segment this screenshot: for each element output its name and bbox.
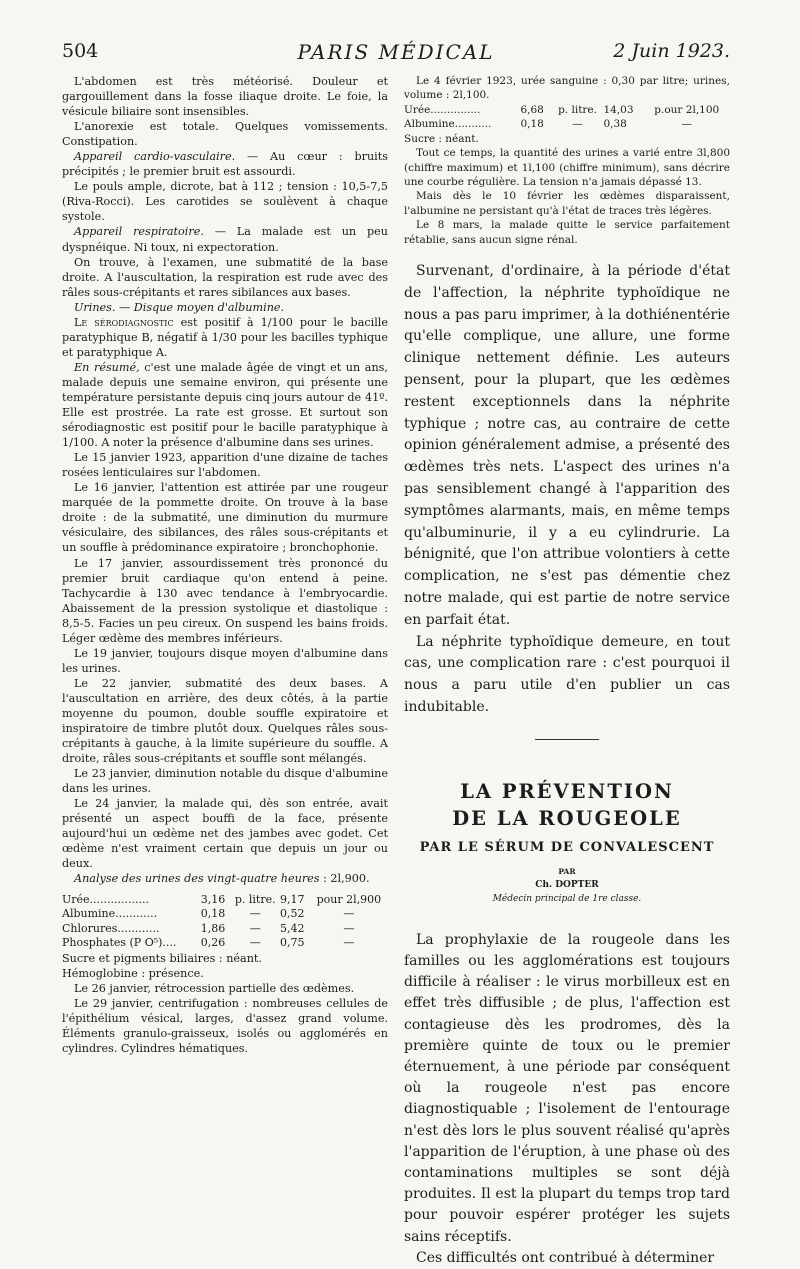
right-column — [404, 74, 730, 1269]
article-body — [404, 930, 730, 1269]
article-subtitle: PAR LE SÉRUM DE CONVALESCENT — [419, 839, 715, 855]
byline-par: PAR — [558, 866, 576, 876]
paragraph: En résumé, c'est une malade âgée de vingt et un ans, malade depuis une semaine environ, qui présente une température persistante depuis cinq jours autour de 41º. Elle est prostrée. La rate est grosse. Et surtout son sérodiagnostic est positif pour le bacille paratyphique à 1/100. A noter la présence d'albumine dans ses urines. — [62, 360, 388, 450]
paragraph: La néphrite typhoïdique demeure, en tout cas, une complication rare : c'est pourquoi il nous a paru utile d'en publier un cas indubitable. — [404, 633, 730, 715]
table-row: Urée................. 3,16 p. litre. 9,17 pour 2l,900 — [62, 892, 382, 906]
paragraph: Appareil respiratoire. — La malade est un peu dyspnéique. Ni toux, ni expectoration. — [62, 225, 388, 254]
table-row: Urée............... 6,68 p. litre. 14,03 p.our 2l,100 — [404, 103, 720, 116]
discussion — [404, 261, 730, 719]
table-row: Albumine........... 0,18 — 0,38 — — [404, 118, 692, 131]
paragraph: Survenant, d'ordinaire, à la période d'état de l'affection, la néphrite typhoïdique ne nous a pas paru imprimer, à la dothiénentérie qu'elle complique, une allure, une forme clinique nettement définie. Les auteurs pensent, pour la plupart, que les œdèmes restent exceptionnels dans la néphrite typhique ; notre cas, au contraire de cette opinion généralement admise, a présenté des œdèmes très nets. L'aspect des urines n'a pas sensiblement changé à l'apparition des symptômes alarmants, mais, en même temps qu'albuminurie, il y a eu cylindrurie. La bénignité, que l'on attribue volontiers à cette complication, ne s'est pas démentie chez notre malade, qui est partie de notre service en parfait état. — [404, 263, 730, 628]
table-row: Phosphates (P O⁵).... 0,26 — 0,75 — — [62, 936, 355, 950]
section-label: Appareil respiratoire. — [74, 225, 204, 239]
paragraph: La prophylaxie de la rougeole dans les familles ou les agglomérations est toujours difficile à réaliser : le virus morbilleux est en effet très diffusible ; de plus, l'affection est contagieuse dès les prodromes, dès la première quinte de toux ou le premier éternuement, à une période par conséquent où la rougeole n'est pas encore diagnostiquable ; l'isolement de l'entourage n'est dès lors le plus souvent réalisé qu'après l'apparition de l'éruption, à une phase où des contaminations multiples se sont déjà produites. Il est la plupart du temps trop tard pour pouvoir espérer protéger les sujets sains réceptifs. — [404, 931, 730, 1245]
table-note: Sucre : néant. — [404, 132, 479, 145]
paragraph: Le 16 janvier, l'attention est attirée par une rougeur marquée de la pommette droite. On trouve à la base droite : de la submatité, une diminution du murmure vésiculaire, des sibilances, des râles sous-crépitants et un souffle à prédominance expiratoire ; bronchophonie. — [62, 481, 388, 555]
article-author: Ch. DOPTER — [535, 879, 599, 890]
paragraph: Le 22 janvier, submatité des deux bases. A l'auscultation en arrière, des deux côtés, à la partie moyenne du poumon, double souffle expiratoire et inspiratoire de timbre plutôt doux. Quelques râles sous-crépitants à gauche, à la limite supérieure du souffle. A droite, râles sous-crépitants et souffle sont mélangés. — [62, 676, 388, 766]
paragraph: Tout ce temps, la quantité des urines a varié entre 3l,800 (chiffre maximum) et 1l,100 (chiffre minimum), sans décrire une courbe régulière. La tension n'a jamais dépassé 13. — [404, 147, 730, 189]
article-title: LA PRÉVENTION DE LA ROUGEOLE — [452, 779, 682, 830]
paragraph: L'anorexie est totale. Quelques vomissements. Constipation. — [62, 120, 388, 149]
paragraph: Le 23 janvier, diminution notable du disque d'albumine dans les urines. — [62, 767, 388, 796]
paragraph: L'abdomen est très météorisé. Douleur et gargouillement dans la fosse iliaque droite. Le foie, la vésicule biliaire sont insensibles. — [62, 75, 388, 119]
section-label: Urines. — Disque moyen d'albumine. — [74, 300, 285, 314]
paragraph: Ces difficultés ont contribué à déterminer — [416, 1249, 715, 1266]
paragraph: Le 15 janvier 1923, apparition d'une dizaine de taches rosées lenticulaires sur l'abdomen. — [62, 451, 388, 480]
paragraph: Le pouls ample, dicrote, bat à 112 ; tension : 10,5-7,5 (Riva-Rocci). Les carotides se soulèvent à chaque systole. — [62, 180, 388, 224]
paragraph: Le 8 mars, la malade quitte le service parfaitement rétablie, sans aucun signe rénal. — [404, 219, 730, 246]
left-column — [62, 74, 388, 1056]
paragraph: Le 4 février 1923, urée sanguine : 0,30 par litre; urines, volume : 2l,100. — [404, 75, 730, 102]
page-header — [62, 40, 730, 66]
paragraph: Le sérodiagnostic est positif à 1/100 pour le bacille paratyphique B, négatif à 1/30 pour les bacilles typhique et paratyphique A. — [62, 315, 388, 359]
paragraph: Le 17 janvier, assourdissement très prononcé du premier bruit cardiaque qu'on entend à peine. Tachycardie à 130 avec tendance à l'embryocardie. Abaissement de la pression systolique et diastolique : 8,5-5. Facies un peu cireux. On suspend les bains froids. Léger œdème des membres inférieurs. — [62, 556, 388, 645]
table-row: Chlorures............ 1,86 — 5,42 — — [62, 921, 355, 935]
urine-analysis-table-2 — [404, 103, 730, 132]
section-label: Appareil cardio-vasculaire. — [74, 150, 236, 164]
page-number: 504 — [62, 40, 99, 62]
table-row: Albumine............ 0,18 — 0,52 — — [62, 907, 355, 921]
author-affiliation: Médecin principal de 1re classe. — [492, 893, 642, 904]
analysis-heading: Analyse des urines des vingt-quatre heures : 2l,900. — [74, 872, 370, 886]
table-note: Sucre et pigments biliaires : néant. — [62, 951, 262, 965]
paragraph: Le 24 janvier, la malade qui, dès son entrée, avait présenté un aspect bouffi de la face, présente aujourd'hui un œdème net des jambes avec godet. Cet œdème n'est vraiment certain que depuis un jour ou deux. — [62, 797, 388, 871]
paragraph: On trouve, à l'examen, une submatité de la base droite. A l'auscultation, la respiration est rude avec des râles sous-crépitants et rares sibilances aux bases. — [62, 255, 388, 299]
journal-title: PARIS MÉDICAL — [297, 40, 495, 64]
issue-date: 2 Juin 1923. — [613, 40, 730, 62]
section-divider — [535, 739, 599, 740]
urine-analysis-table — [62, 893, 388, 951]
paragraph: Mais dès le 10 février les œdèmes disparaissent, l'albumine ne persistant qu'à l'état de traces très légères. — [404, 190, 730, 217]
paragraph: Appareil cardio-vasculaire. — Au cœur : bruits précipités ; le premier bruit est assourdi. — [62, 150, 388, 179]
table-note: Hémoglobine : présence. — [62, 966, 204, 980]
case-continuation — [404, 74, 730, 247]
paragraph: Le 26 janvier, rétrocession partielle des œdèmes. — [74, 981, 355, 995]
paragraph: Le 19 janvier, toujours disque moyen d'albumine dans les urines. — [62, 646, 388, 675]
paragraph: Le 29 janvier, centrifugation : nombreuses cellules de l'épithélium vésical, larges, d'assez grand volume. Éléments granulo-graisseux, isolés ou agglomérés en cylindres. Cylindres hématiques. — [62, 996, 388, 1055]
